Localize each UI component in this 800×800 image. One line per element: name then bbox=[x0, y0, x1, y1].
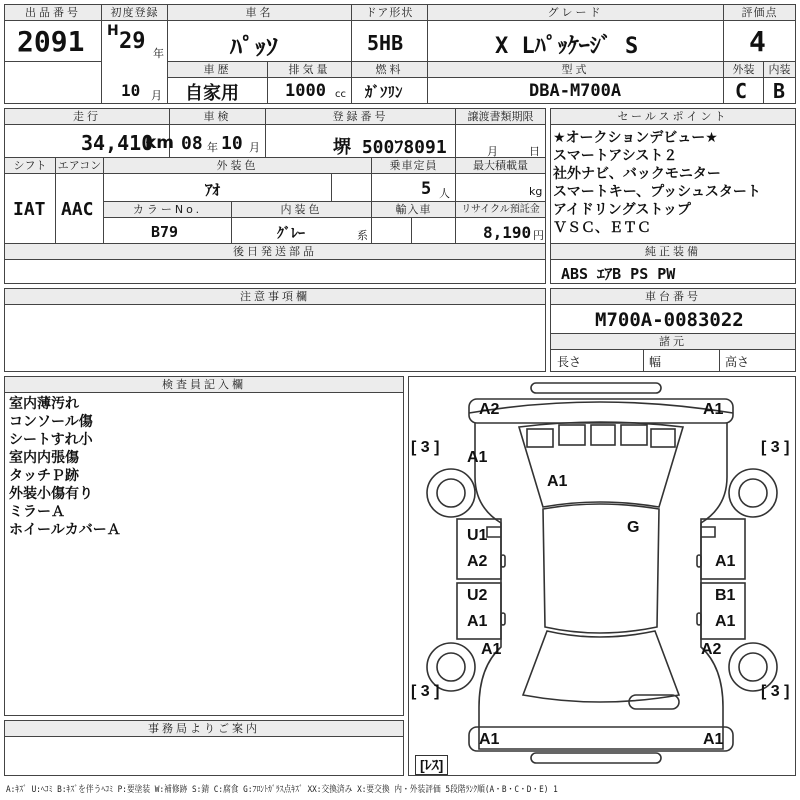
chassis-label: 車台番号 bbox=[551, 289, 795, 305]
height-label: 高さ bbox=[725, 355, 750, 369]
spare-tire: [ﾚｽ] bbox=[415, 755, 448, 775]
office-label: 事務局よりご案内 bbox=[5, 721, 403, 737]
car-name-label: 車名 bbox=[168, 5, 351, 21]
interior-label: 内装 bbox=[764, 62, 795, 78]
inspector-note: コンソール傷 bbox=[9, 414, 93, 430]
damage-mark: A2 bbox=[467, 553, 488, 570]
inspection-year-unit: 年 bbox=[207, 141, 218, 154]
exterior-score: C bbox=[735, 79, 748, 103]
dimensions-label: 諸元 bbox=[551, 334, 795, 350]
damage-mark: A1 bbox=[479, 731, 500, 748]
cc-unit: cc bbox=[335, 89, 346, 100]
lot-no: 2091 bbox=[17, 25, 85, 58]
shift-label: シフト bbox=[5, 158, 55, 174]
legend: A:ｷｽﾞ U:ﾍｺﾐ B:ｷｽﾞを伴うﾍｺﾐ P:要塗装 W:補修跡 S:錆 C:腐食 G:ﾌﾛﾝﾄｶﾞﾗｽ点ｷｽﾞ XX:交換済み X:要交換 内・外装評価 5段階ﾗﾝｸ順(A・B・C・D・E) 1 bbox=[6, 785, 558, 795]
sales-point-item: スマートキー、プッシュスタート bbox=[553, 184, 761, 200]
int-color-label: 内装色 bbox=[232, 202, 371, 218]
grade: X Lﾊﾟｯｹｰｼﾞ S bbox=[495, 34, 639, 59]
aircon-label: エアコン bbox=[57, 159, 102, 172]
transfer-day: 日 bbox=[529, 145, 540, 158]
caution-label: 注意事項欄 bbox=[5, 289, 545, 305]
inspector-note: シートすれ小 bbox=[9, 432, 93, 448]
capacity: 5 bbox=[421, 179, 432, 199]
car-name: ﾊﾟｯｿ bbox=[230, 33, 278, 61]
door-type: 5HB bbox=[367, 31, 404, 55]
damage-mark: A1 bbox=[703, 401, 724, 418]
lot-no-label: 出品番号 bbox=[5, 5, 101, 21]
inspection-month: 10 bbox=[221, 133, 243, 154]
displacement-label: 排気量 bbox=[268, 62, 351, 78]
model-code: DBA-M700A bbox=[529, 81, 622, 101]
displacement: 1000 bbox=[285, 81, 326, 101]
recycle-label: リサイクル預託金 bbox=[456, 202, 545, 218]
history-label: 車歴 bbox=[168, 62, 267, 78]
reg-year-unit: 年 bbox=[153, 47, 164, 60]
damage-mark: A2 bbox=[479, 401, 500, 418]
office-panel bbox=[4, 720, 404, 776]
reg-no-label: 登録番号 bbox=[266, 109, 455, 125]
inspector-note: ホイールカバーＡ bbox=[9, 522, 121, 538]
int-color: ｸﾞﾚｰ bbox=[277, 226, 305, 242]
km-unit: km bbox=[145, 133, 175, 153]
damage-mark: A1 bbox=[715, 553, 736, 570]
sales-points-label: セールスポイント bbox=[551, 109, 795, 125]
recycle-amount: 8,190 bbox=[483, 223, 532, 242]
yen-unit: 円 bbox=[533, 229, 544, 242]
transfer-label: 譲渡書類期限 bbox=[456, 109, 545, 125]
width-label: 幅 bbox=[649, 355, 662, 369]
damage-mark: U1 bbox=[467, 527, 488, 544]
damage-mark: A1 bbox=[467, 449, 488, 466]
reg-month: 10 bbox=[121, 81, 141, 100]
tire-tread-rr: [ 3 ] bbox=[761, 683, 790, 700]
color-no-label: カラーNo. bbox=[104, 202, 231, 218]
inspector-panel bbox=[4, 376, 404, 716]
inspector-note: タッチＰ跡 bbox=[9, 468, 79, 484]
first-reg-label: 初度登録 bbox=[102, 5, 167, 21]
sales-point-item: ★オークションデビュー★ bbox=[553, 130, 718, 146]
inspector-note: 室内内張傷 bbox=[9, 450, 79, 466]
tire-tread-rl: [ 3 ] bbox=[411, 683, 440, 700]
ext-color: ｱｵ bbox=[205, 181, 221, 199]
inspection-month-unit: 月 bbox=[249, 141, 260, 154]
inspection-label: 車検 bbox=[170, 109, 265, 125]
grade-label: グレード bbox=[428, 5, 723, 21]
car-outline bbox=[409, 377, 795, 775]
damage-mark: A1 bbox=[715, 613, 736, 630]
inspector-note: 室内薄汚れ bbox=[9, 396, 79, 412]
kg-unit: kg bbox=[529, 185, 543, 198]
chassis-number: M700A-0083022 bbox=[595, 309, 744, 331]
door-label: ドア形状 bbox=[352, 5, 427, 21]
fuel-label: 燃料 bbox=[352, 62, 427, 78]
damage-mark: U2 bbox=[467, 587, 488, 604]
max-load-label: 最大積載量 bbox=[456, 158, 545, 174]
reg-no: 堺 500ﾌ8091 bbox=[333, 137, 447, 158]
inspector-label: 検査員記入欄 bbox=[5, 377, 403, 393]
mileage-label: 走行 bbox=[5, 109, 169, 125]
later-parts-label: 後日発送部品 bbox=[5, 244, 545, 260]
exterior-label: 外装 bbox=[724, 62, 763, 78]
import-label: 輸入車 bbox=[372, 202, 455, 218]
inspection-year: 08 bbox=[181, 133, 203, 154]
capacity-unit: 人 bbox=[439, 187, 450, 200]
fuel: ｶﾞｿﾘﾝ bbox=[365, 83, 403, 101]
chassis-panel bbox=[550, 288, 796, 372]
spec-table bbox=[4, 108, 546, 284]
era: H bbox=[107, 23, 119, 39]
genuine-label: 純正装備 bbox=[551, 244, 795, 260]
sales-points-panel bbox=[550, 108, 796, 284]
car-diagram-panel bbox=[408, 376, 796, 776]
capacity-label: 乗車定員 bbox=[372, 158, 455, 174]
sales-point-item: 社外ナビ、バックモニター bbox=[553, 166, 721, 182]
score: 4 bbox=[749, 25, 766, 58]
int-color-unit: 系 bbox=[357, 229, 368, 242]
length-label: 長さ bbox=[557, 355, 582, 369]
color-no: B79 bbox=[151, 223, 179, 241]
sales-point-item: アイドリングストップ bbox=[553, 202, 691, 218]
genuine-equipment: ABS ｴｱB PS PW bbox=[561, 265, 676, 283]
inspector-note: ミラーＡ bbox=[9, 504, 65, 520]
damage-mark: G bbox=[627, 519, 640, 536]
interior-score: B bbox=[773, 79, 786, 103]
aircon: AAC bbox=[61, 199, 94, 220]
damage-mark: B1 bbox=[715, 587, 736, 604]
caution-panel bbox=[4, 288, 546, 372]
score-label: 評価点 bbox=[724, 5, 795, 21]
tire-tread-fl: [ 3 ] bbox=[411, 439, 440, 456]
reg-month-unit: 月 bbox=[151, 89, 162, 102]
header-table bbox=[4, 4, 796, 104]
tire-tread-fr: [ 3 ] bbox=[761, 439, 790, 456]
damage-mark: A1 bbox=[481, 641, 502, 658]
shift: IAT bbox=[13, 199, 46, 220]
transfer-month: 月 bbox=[487, 145, 498, 158]
inspector-note: 外装小傷有り bbox=[9, 486, 93, 502]
damage-mark: A1 bbox=[467, 613, 488, 630]
sales-point-item: スマートアシスト２ bbox=[553, 148, 678, 164]
mileage: 34,410 bbox=[81, 131, 154, 155]
ext-color-label: 外装色 bbox=[104, 158, 371, 174]
reg-year: 29 bbox=[119, 29, 146, 54]
damage-mark: A1 bbox=[703, 731, 724, 748]
model-code-label: 型式 bbox=[428, 62, 723, 78]
damage-mark: A1 bbox=[547, 473, 568, 490]
history: 自家用 bbox=[185, 83, 239, 104]
sales-point-item: ＶＳＣ、ＥＴＣ bbox=[553, 220, 651, 236]
damage-mark: A2 bbox=[701, 641, 722, 658]
